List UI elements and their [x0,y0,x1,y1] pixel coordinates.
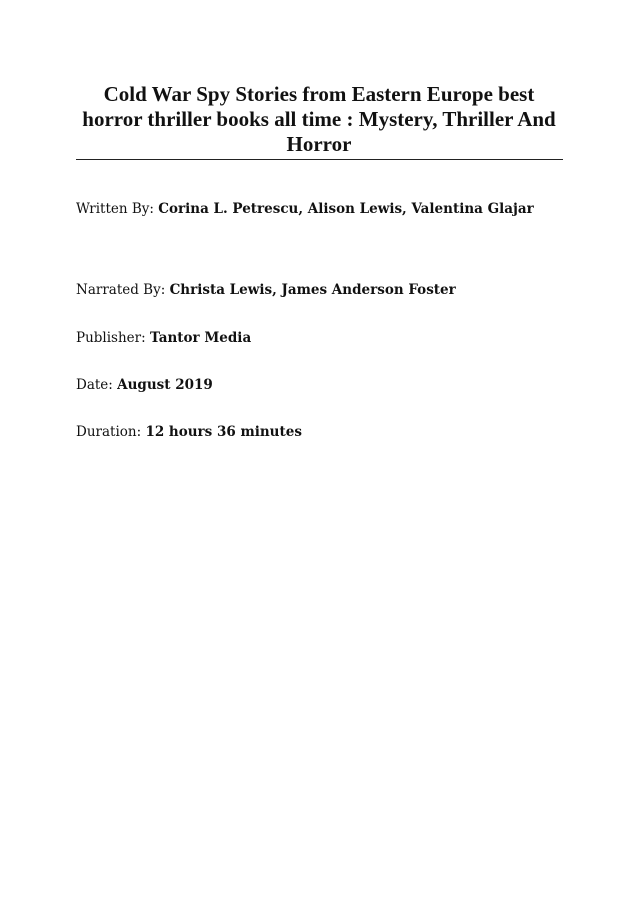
date-row [76,369,562,401]
written-by-label: Written By: [76,201,154,217]
publisher-value: Tantor Media [149,330,252,346]
narrated-by-value: Christa Lewis, James Anderson Foster [169,282,456,298]
book-title: Cold War Spy Stories from Eastern Europe best horror thriller books all time : Mystery, Thriller And Horror [82,82,556,156]
publisher-row [76,322,562,354]
date-value: August 2019 [117,377,213,393]
written-by-row [76,193,562,225]
narrated-by-label: Narrated By: [76,282,166,298]
duration-row [76,416,562,448]
written-by-value: Corina L. Petrescu, Alison Lewis, Valentina Glajar [158,201,534,217]
date-label: Date: [76,377,113,393]
narrated-by-row [76,274,562,306]
title-underline [76,159,563,160]
duration-label: Duration: [76,424,142,440]
duration-value: 12 hours 36 minutes [145,424,302,440]
publisher-label: Publisher: [76,330,146,346]
